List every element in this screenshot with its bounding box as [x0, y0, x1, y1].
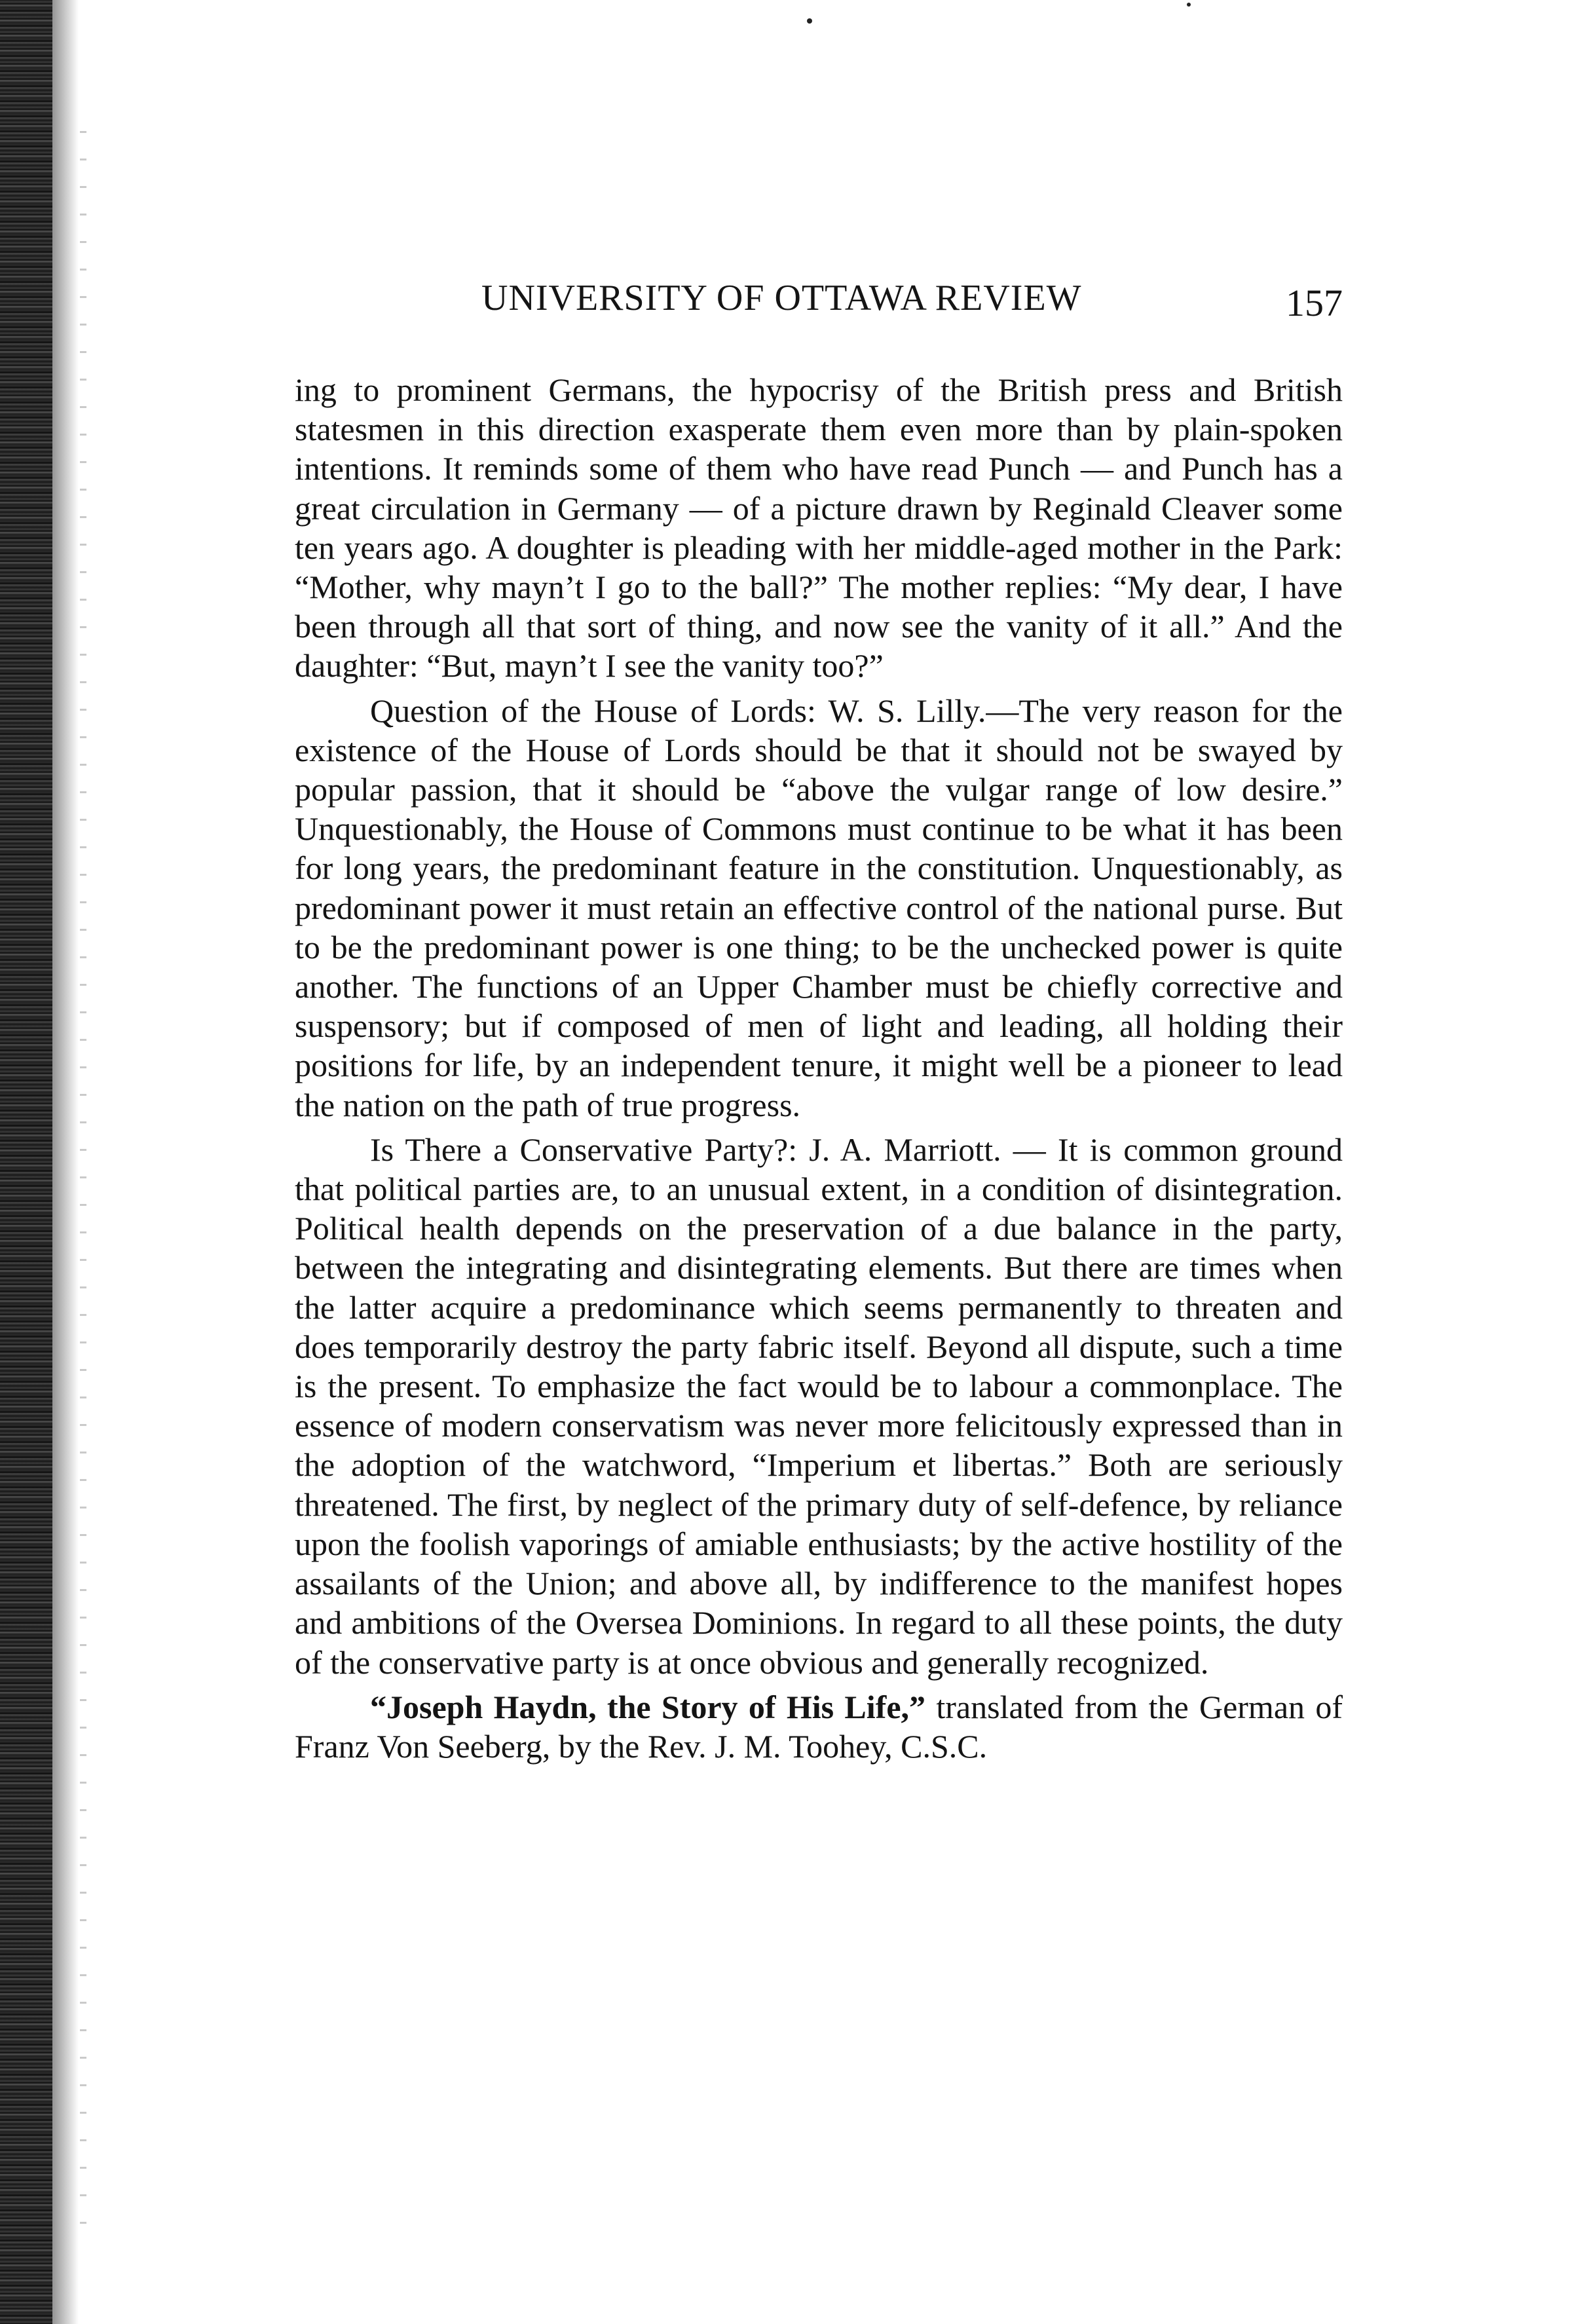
book-title: “Joseph Haydn, the Story of His Life,” — [370, 1688, 926, 1725]
scan-speck — [807, 18, 812, 24]
gutter-marks — [80, 131, 86, 2227]
book-credit: translated from the German of Franz Von Seeberg, by the Rev. J. M. Toohey, C.S.C. — [295, 1688, 1343, 1765]
paragraph-joseph-haydn — [295, 1687, 1343, 1766]
paragraph-house-of-lords: Question of the House of Lords: W. S. Lilly.—The very reason for the existence of the House of Lords should be that it should not be swayed by popular passion, that it should be “above the vulgar range of low desire.” Unquestionably, the House of Commons must continue to be what it has been for long years, the predominant feature in the constitution. Unquestionably, as predominant power it must retain an effective control of the national purse. But to be the predominant power is one thing; to be the unchecked power is quite another. The functions of an Upper Chamber must be chiefly corrective and suspensory; but if composed of men of light and leading, all holding their positions for life, by an independent tenure, it might well be a pioneer to lead the nation on the path of true progress. — [295, 692, 1343, 1123]
running-head — [295, 272, 1343, 324]
paragraph-conservative-party: Is There a Conservative Party?: J. A. Marriott. — It is common ground that political parties are, to an unusual extent, in a condition of disintegration. Political health depends on the preservation of a due balance in the party, between the integrating and disintegrating elements. But there are times when the latter acquire a predominance which seems permanently to threaten and does temporarily destroy the party fabric itself. Beyond all dispute, such a time is the present. To emphasize the fact would be to labour a commonplace. The essence of modern conservatism was never more felicitously expressed than in the adoption of the watchword, “Imperium et libertas.” Both are seriously threatened. The first, by neglect of the primary duty of self-defence, by reliance upon the foolish vaporings of amiable enthusiasts; by the active hostility of the assailants of the Union; and above all, by indifference to the manifest hopes and ambitions of the Oversea Dominions. In regard to all these points, the duty of the conservative party is at once obvious and generally recognized. — [295, 1131, 1343, 1681]
page-binding-shadow — [52, 0, 79, 2324]
page-binding-edge — [0, 0, 52, 2324]
running-title: UNIVERSITY OF OTTAWA REVIEW — [481, 278, 1082, 318]
paragraph-continuation: ing to prominent Germans, the hypocrisy of the British press and British statesmen in this direction exasperate them even more than by plain-spoken intentions. It reminds some of them who have read Punch — and Punch has a great circulation in Germany — of a picture drawn by Reginald Cleaver some ten years ago. A doughter is pleading with her middle-aged mother in the Park: “Mother, why mayn’t I go to the ball?” The mother replies: “My dear, I have been through all that sort of thing, and now see the vanity of it all.” And the daughter: “But, mayn’t I see the vanity too?” — [295, 371, 1343, 684]
page-number: 157 — [1286, 282, 1343, 324]
scan-speck — [1187, 3, 1191, 7]
body-text — [295, 370, 1343, 1766]
